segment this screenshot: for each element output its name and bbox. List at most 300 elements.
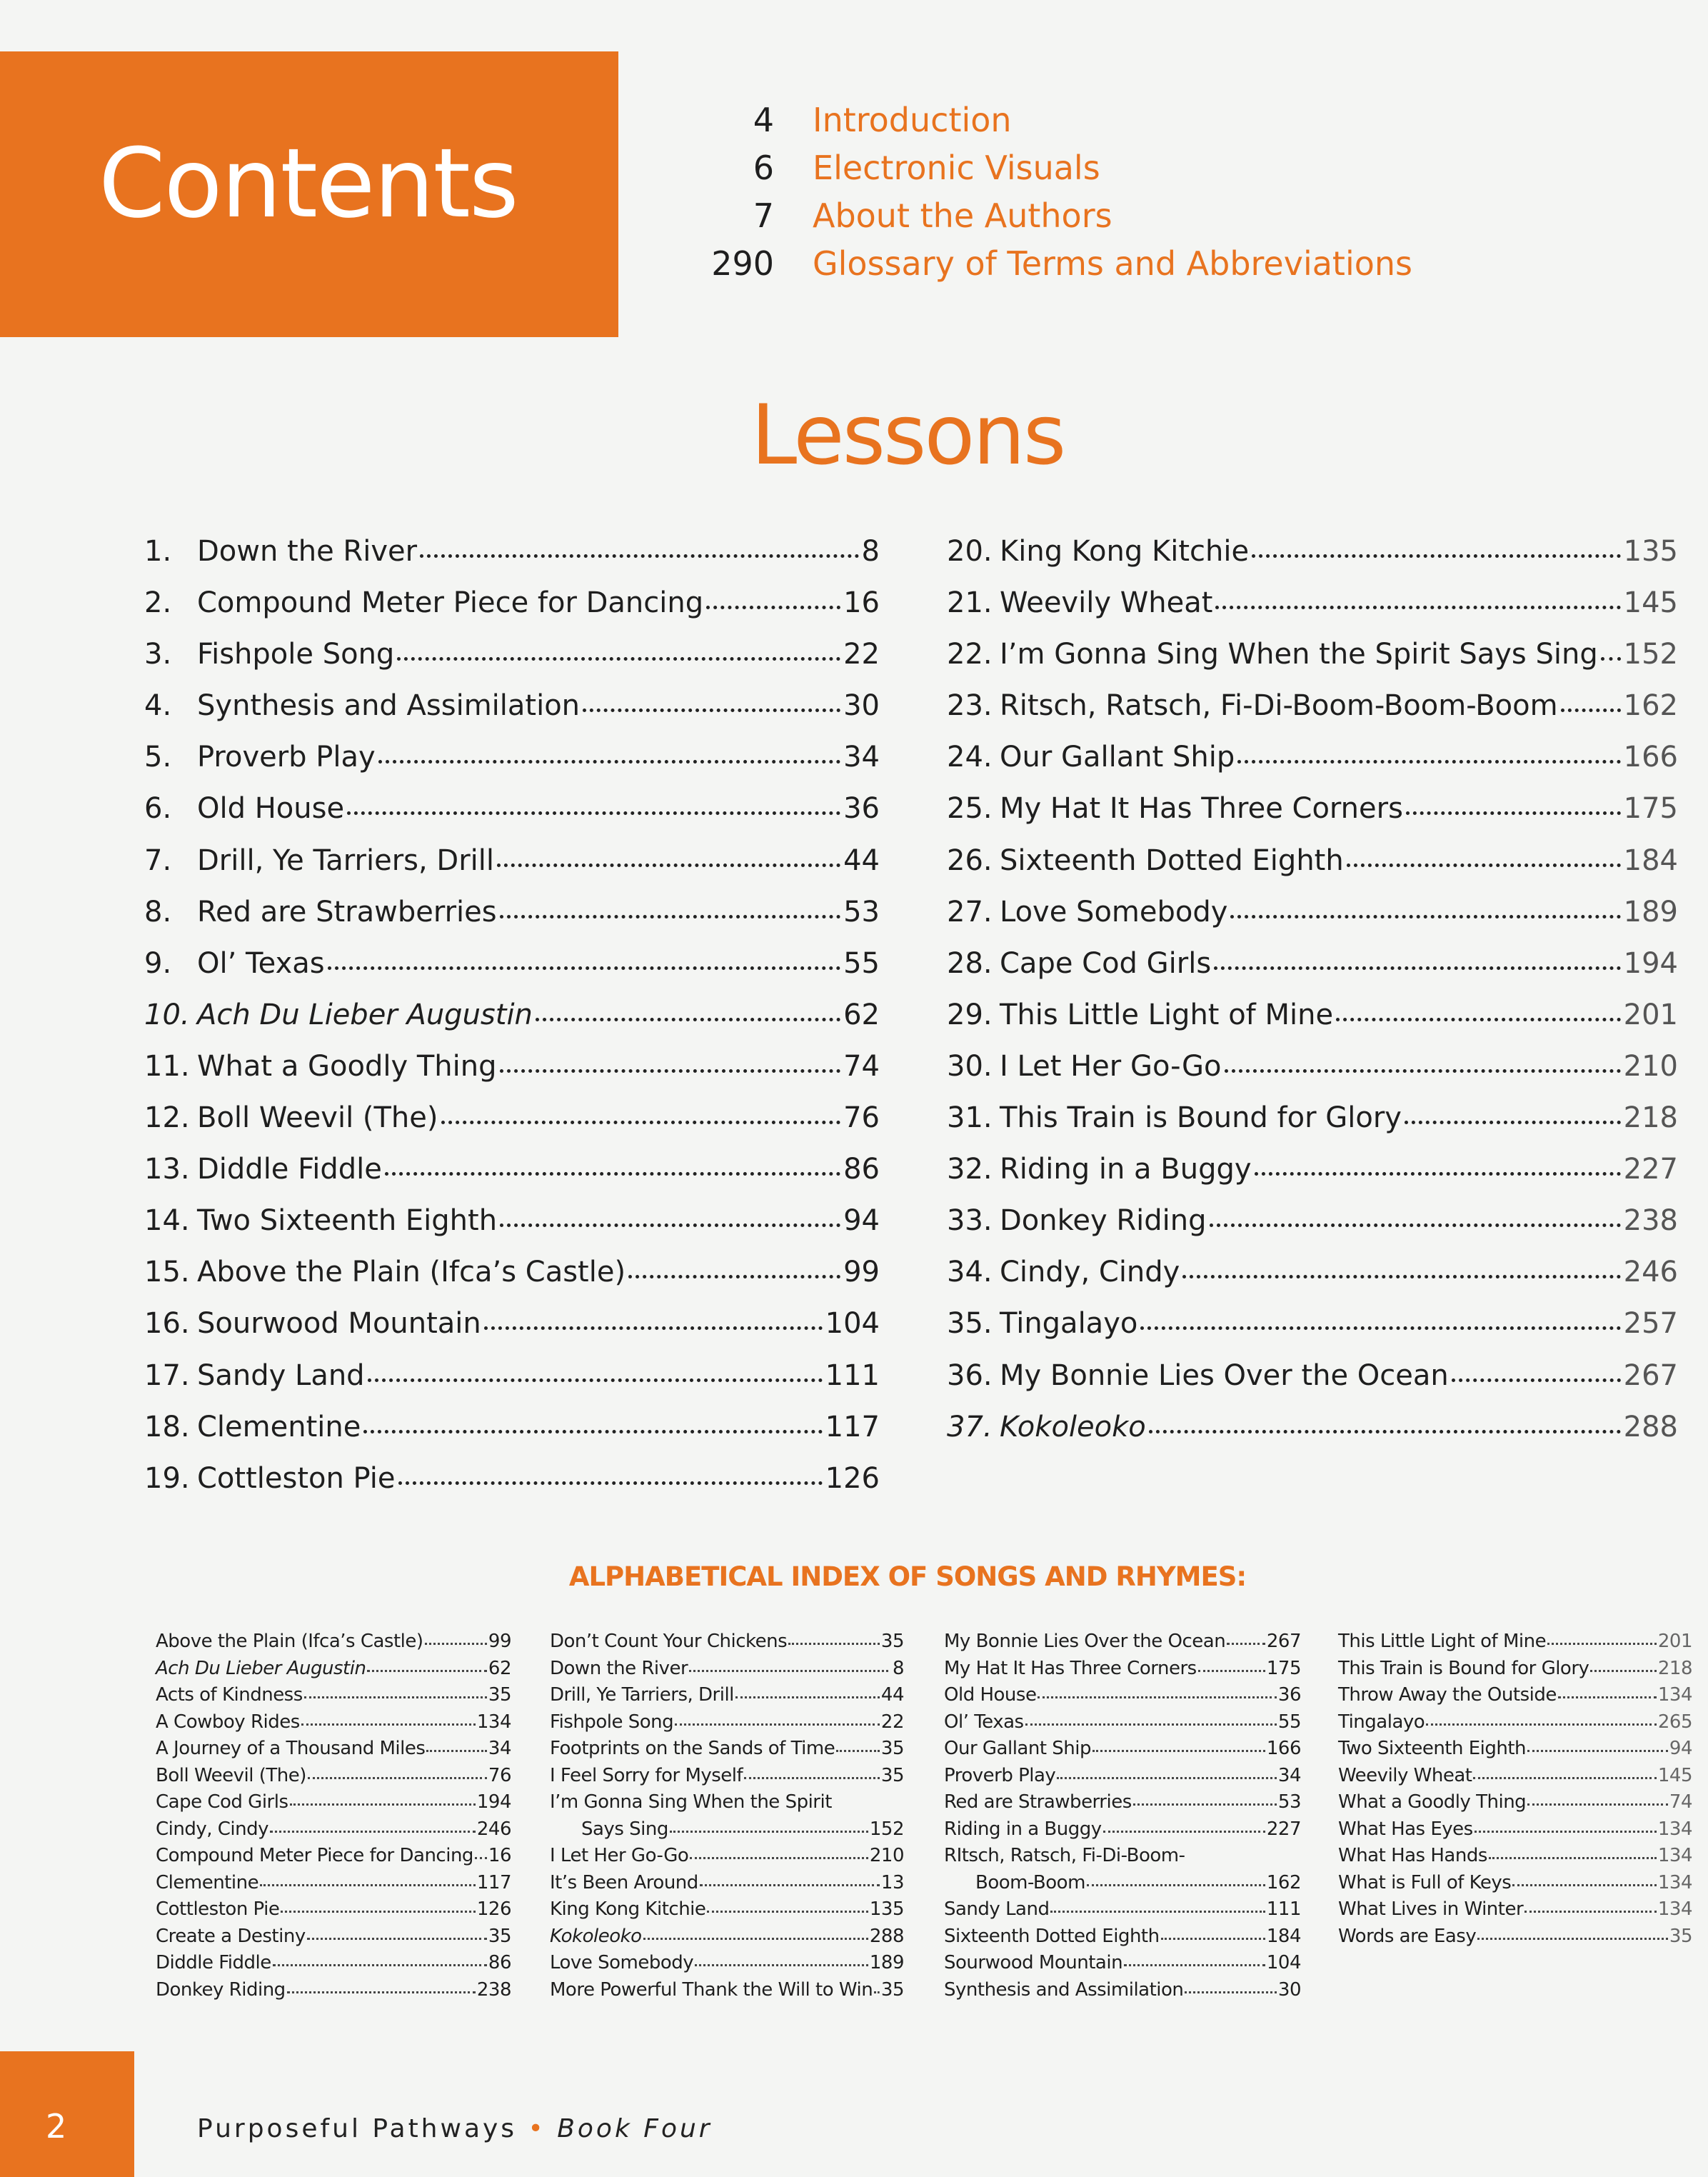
lesson-number: 31. [947,1101,993,1135]
lesson-page: 166 [1623,741,1678,774]
lessons-heading: Lessons [750,387,1065,484]
book-name: Book Four [557,2114,713,2143]
index-entry [550,1950,904,1977]
dot-leader [307,1938,487,1940]
index-page: 62 [488,1657,511,1679]
index-page: 184 [1266,1925,1301,1947]
lesson-title: My Bonnie Lies Over the Ocean [1000,1358,1449,1392]
lesson-page: 22 [843,638,880,671]
lesson-page: 53 [843,895,880,929]
dot-leader [1252,554,1621,558]
index-entry [156,1789,511,1816]
lesson-page: 145 [1623,586,1678,620]
index-title: Sourwood Mountain [944,1952,1123,1973]
dot-leader [378,760,840,764]
dot-leader [441,1121,841,1124]
dot-leader [788,1643,880,1645]
front-matter-list [685,96,1542,287]
index-entry [944,1736,1301,1763]
index-title: I Let Her Go-Go [550,1845,689,1866]
lesson-number: 18. [144,1410,190,1443]
lesson-title: Diddle Fiddle [197,1153,382,1186]
dot-leader [1405,1121,1621,1124]
dot-leader [1426,1723,1657,1726]
lesson-entry [144,1195,880,1246]
index-column-1 [156,1628,511,2003]
index-page: 135 [869,1898,904,1920]
lesson-title: This Train is Bound for Glory [1000,1101,1402,1135]
index-page: 16 [488,1845,511,1866]
lesson-title: Above the Plain (Ifca’s Castle) [197,1256,626,1289]
index-entry [1338,1763,1692,1790]
index-title: Footprints on the Sands of Time [550,1738,835,1759]
index-entry [550,1763,904,1790]
lesson-number: 10. [144,998,190,1031]
index-page: 162 [1266,1871,1301,1893]
index-title: Don’t Count Your Chickens [550,1631,788,1652]
lesson-page: 175 [1623,792,1678,826]
index-title: Drill, Ye Tarriers, Drill [550,1684,734,1706]
dot-leader [1512,1884,1657,1886]
lesson-page: 86 [843,1153,880,1186]
lesson-page: 184 [1623,844,1678,877]
dot-leader [643,1938,868,1940]
dot-leader [536,1018,840,1021]
index-entry [550,1923,904,1951]
index-entry [1338,1789,1692,1816]
lesson-page: 227 [1623,1153,1678,1186]
dot-leader [1237,760,1620,764]
index-page: 166 [1266,1738,1301,1759]
index-page: 227 [1266,1818,1301,1840]
index-entry [944,1763,1301,1790]
index-entry [1338,1736,1692,1763]
index-entry [944,1682,1301,1709]
index-title: Down the River [550,1657,688,1679]
index-entry [1338,1896,1692,1923]
lesson-page: 288 [1623,1410,1678,1443]
lesson-entry [947,886,1678,938]
index-entry [550,1816,904,1843]
lesson-page: 117 [825,1410,880,1443]
lesson-number: 22. [947,638,993,671]
lesson-page: 162 [1623,689,1678,723]
lesson-number: 33. [947,1204,993,1238]
dot-leader [500,1223,840,1227]
lesson-number: 5. [144,741,172,774]
series-name: Purposeful Pathways [197,2114,518,2143]
index-page: 99 [488,1631,511,1652]
dot-leader [1547,1643,1657,1645]
index-title: What Lives in Winter [1338,1898,1524,1920]
lesson-entry [144,989,880,1041]
index-entry [156,1870,511,1897]
dot-leader [1025,1723,1277,1726]
lesson-title: This Little Light of Mine [1000,998,1334,1031]
lesson-title: Old House [197,792,345,826]
dot-leader [1473,1777,1656,1779]
lesson-page: 104 [825,1307,880,1341]
front-matter-item [685,144,1542,191]
dot-leader [287,1991,476,1993]
index-title: RItsch, Ratsch, Fi-Di-Boom- [944,1845,1185,1866]
index-entry [1338,1682,1692,1709]
index-entry [550,1977,904,2004]
dot-leader [670,1831,868,1833]
index-title: What Has Hands [1338,1845,1487,1866]
index-page: 55 [1277,1711,1301,1733]
front-matter-page: 6 [753,148,774,187]
dot-leader [497,864,840,867]
index-title: Cottleston Pie [156,1898,280,1920]
index-entry [156,1682,511,1709]
index-entry [156,1736,511,1763]
lesson-title: What a Goodly Thing [197,1049,497,1083]
dot-leader [304,1696,487,1698]
dot-leader [1558,1696,1657,1698]
lesson-entry [947,783,1678,834]
index-title: A Cowboy Rides [156,1711,300,1733]
dot-leader [363,1430,822,1433]
lesson-number: 23. [947,689,993,723]
lesson-entry [947,1143,1678,1195]
lesson-title: Cape Cod Girls [1000,946,1212,980]
lesson-title: Our Gallant Ship [1000,741,1235,774]
lesson-entry [947,731,1678,783]
index-page: 111 [1266,1898,1301,1920]
front-matter-page: 4 [753,100,774,139]
lesson-entry [144,1092,880,1143]
dot-leader [700,1884,880,1886]
dot-leader [1182,1275,1620,1278]
lesson-number: 13. [144,1153,190,1186]
index-entry [1338,1923,1692,1951]
lesson-title: Compound Meter Piece for Dancing [197,586,704,620]
index-entry [550,1843,904,1870]
lesson-title: Down the River [197,535,418,568]
lesson-number: 2. [144,586,172,620]
dot-leader [1347,864,1621,867]
index-entry [1338,1656,1692,1683]
index-page: 152 [869,1818,904,1840]
index-title: King Kong Kitchie [550,1898,706,1920]
dot-leader [398,1481,823,1485]
lesson-number: 25. [947,792,993,826]
lesson-number: 14. [144,1204,190,1238]
dot-leader [281,1911,475,1913]
lesson-number: 9. [144,946,172,980]
index-title: My Hat It Has Three Corners [944,1657,1197,1679]
lesson-title: Donkey Riding [1000,1204,1207,1238]
dot-leader [735,1696,880,1698]
lesson-number: 11. [144,1049,190,1083]
index-title: Old House [944,1684,1037,1706]
index-column-2 [550,1628,904,2003]
lesson-entry [144,1350,880,1401]
lesson-page: 189 [1623,895,1678,929]
index-entry [156,1923,511,1951]
dot-leader [385,1172,840,1176]
index-page: 134 [1657,1898,1692,1920]
index-page: 35 [880,1764,904,1786]
dot-leader [328,966,841,970]
index-entry [156,1977,511,2004]
dot-leader [475,1857,487,1859]
dot-leader [707,1911,868,1913]
lesson-page: 8 [861,535,880,568]
index-entry [944,1656,1301,1683]
front-matter-page: 290 [711,244,774,283]
front-matter-title: Glossary of Terms and Abbreviations [813,244,1412,283]
dot-leader [1527,1750,1668,1752]
dot-leader [1227,1643,1265,1645]
lesson-title: Cindy, Cindy [1000,1256,1180,1289]
lesson-number: 16. [144,1307,190,1341]
lesson-title: Synthesis and Assimilation [197,689,581,723]
dot-leader [1477,1938,1668,1940]
lesson-entry [947,577,1678,629]
index-title: I Feel Sorry for Myself [550,1764,743,1786]
lesson-title: King Kong Kitchie [1000,535,1250,568]
lesson-page: 246 [1623,1256,1678,1289]
lesson-number: 3. [144,638,172,671]
lesson-entry [947,1246,1678,1298]
lesson-title: Ol’ Texas [197,946,325,980]
lesson-title: My Hat It Has Three Corners [1000,792,1403,826]
index-entry [156,1816,511,1843]
footer-running-title [197,2114,713,2143]
lesson-entry [144,577,880,629]
index-entry [156,1896,511,1923]
index-entry [156,1656,511,1683]
lesson-page: 36 [843,792,880,826]
index-title: Synthesis and Assimilation [944,1978,1184,2001]
index-title: Fishpole Song [550,1711,674,1733]
dot-leader [1230,915,1620,919]
dot-leader [500,1069,841,1073]
dot-leader [1255,1172,1621,1176]
lesson-title: I’m Gonna Sing When the Spirit Says Sing [1000,638,1598,671]
index-entry [944,1789,1301,1816]
lesson-entry [947,1350,1678,1401]
lesson-title: Ach Du Lieber Augustin [197,998,533,1031]
lesson-number: 20. [947,535,993,568]
index-page: 34 [488,1738,511,1759]
index-entry [944,1950,1301,1977]
index-title: This Train is Bound for Glory [1338,1657,1589,1679]
index-title: This Little Light of Mine [1338,1631,1547,1652]
index-page: 246 [476,1818,511,1840]
front-matter-title: Electronic Visuals [813,148,1100,187]
lesson-entry [144,1298,880,1349]
lesson-entry [144,938,880,989]
index-page: 134 [1657,1871,1692,1893]
lesson-number: 1. [144,535,172,568]
lesson-page: 111 [825,1358,880,1392]
index-entry [156,1950,511,1977]
footer-page-tab [0,2051,134,2177]
lesson-page: 267 [1623,1358,1678,1392]
dot-leader [1092,1750,1265,1752]
dot-leader [301,1723,476,1726]
lessons-column-left [144,526,880,1504]
lesson-entry [947,1195,1678,1246]
index-page: 74 [1669,1791,1692,1813]
lesson-number: 17. [144,1358,190,1392]
index-title: It’s Been Around [550,1871,698,1893]
dot-leader [1590,1670,1656,1672]
dot-leader [1215,606,1620,609]
lesson-number: 7. [144,844,172,877]
index-entry [944,1628,1301,1656]
index-title: Our Gallant Ship [944,1738,1092,1759]
dot-leader [290,1803,476,1806]
lesson-title: Sixteenth Dotted Eighth [1000,844,1344,877]
index-heading: ALPHABETICAL INDEX OF SONGS AND RHYMES: [568,1561,1247,1592]
lesson-entry [144,526,880,577]
index-page: 36 [1277,1684,1301,1706]
index-title: Diddle Fiddle [156,1952,271,1973]
lesson-entry [947,680,1678,731]
lesson-page: 210 [1623,1049,1678,1083]
lesson-entry [144,629,880,680]
lesson-entry [947,1041,1678,1092]
lesson-page: 201 [1623,998,1678,1031]
lesson-title: Kokoleoko [1000,1410,1146,1443]
dot-leader [425,1643,487,1645]
lesson-title: Drill, Ye Tarriers, Drill [197,844,494,877]
lesson-title: Tingalayo [1000,1307,1138,1341]
index-page: 134 [1657,1684,1692,1706]
lesson-entry [947,835,1678,886]
dot-leader [500,915,840,919]
index-page: 210 [869,1845,904,1866]
lesson-page: 99 [843,1256,880,1289]
index-entry [156,1843,511,1870]
lesson-number: 26. [947,844,993,877]
dot-leader [260,1884,476,1886]
dot-leader [1038,1696,1276,1698]
lesson-page: 94 [843,1204,880,1238]
index-page: 35 [488,1925,511,1947]
lesson-page: 55 [843,946,880,980]
index-page: 126 [476,1898,511,1920]
lesson-page: 257 [1623,1307,1678,1341]
index-column-3 [944,1628,1301,2003]
lesson-title: Clementine [197,1410,361,1443]
dot-leader [1527,1803,1668,1806]
index-page: 265 [1657,1711,1692,1733]
dot-leader [1198,1670,1265,1672]
lesson-page: 238 [1623,1204,1678,1238]
lesson-title: Sandy Land [197,1358,365,1392]
lesson-entry [144,783,880,834]
index-page: 86 [488,1952,511,1973]
dot-leader [270,1831,476,1833]
index-title: Ol’ Texas [944,1711,1024,1733]
front-matter-page: 7 [753,196,774,235]
dot-leader [1561,709,1621,712]
lessons-column-right [947,526,1678,1453]
page-title: Contents [99,128,518,239]
lesson-number: 28. [947,946,993,980]
index-page: 267 [1266,1631,1301,1652]
dot-leader [420,554,859,558]
lesson-number: 35. [947,1307,993,1341]
lesson-page: 34 [843,741,880,774]
lesson-number: 6. [144,792,172,826]
index-entry [944,1923,1301,1951]
index-title: Proverb Play [944,1764,1056,1786]
lesson-number: 36. [947,1358,993,1392]
lesson-title: Love Somebody [1000,895,1228,929]
index-title: Cape Cod Girls [156,1791,288,1813]
lesson-entry [144,1453,880,1504]
lesson-title: Red are Strawberries [197,895,497,929]
dot-leader [426,1750,487,1752]
lesson-entry [144,886,880,938]
lesson-page: 30 [843,689,880,723]
lesson-number: 12. [144,1101,190,1135]
dot-leader [583,709,840,712]
lesson-title: Fishpole Song [197,638,395,671]
index-title: Kokoleoko [550,1925,642,1947]
index-page: 34 [1277,1764,1301,1786]
lesson-title: Weevily Wheat [1000,586,1213,620]
index-entry [550,1896,904,1923]
dot-leader [1406,811,1621,815]
index-title: I’m Gonna Sing When the Spirit [550,1791,832,1813]
dot-leader [367,1670,486,1672]
page-number: 2 [46,2107,67,2146]
index-page: 30 [1277,1978,1301,2001]
lesson-number: 24. [947,741,993,774]
front-matter-item [685,239,1542,287]
lesson-page: 62 [843,998,880,1031]
index-title: Boll Weevil (The) [156,1764,306,1786]
index-page: 175 [1266,1657,1301,1679]
dot-leader [1161,1938,1265,1940]
lesson-entry [947,1401,1678,1453]
lesson-number: 15. [144,1256,190,1289]
index-page: 201 [1657,1631,1692,1652]
lesson-number: 27. [947,895,993,929]
lesson-page: 194 [1623,946,1678,980]
index-entry [944,1870,1301,1897]
dot-leader [1475,1831,1657,1833]
dot-leader [1149,1430,1621,1433]
lesson-page: 135 [1623,535,1678,568]
index-page: 35 [880,1738,904,1759]
index-title: Tingalayo [1338,1711,1425,1733]
lesson-number: 34. [947,1256,993,1289]
lesson-page: 76 [843,1101,880,1135]
dot-leader [675,1723,880,1726]
lesson-entry [144,1143,880,1195]
lesson-title: I Let Her Go-Go [1000,1049,1222,1083]
lesson-entry [947,989,1678,1041]
lesson-entry [947,938,1678,989]
index-page: 117 [476,1871,511,1893]
dot-leader [1133,1803,1277,1806]
index-page: 8 [892,1657,904,1679]
index-column-4 [1338,1628,1692,1950]
index-title: Two Sixteenth Eighth [1338,1738,1527,1759]
index-entry [550,1628,904,1656]
index-title: Ach Du Lieber Augustin [156,1657,366,1679]
index-title: Cindy, Cindy [156,1818,269,1840]
index-entry [944,1896,1301,1923]
